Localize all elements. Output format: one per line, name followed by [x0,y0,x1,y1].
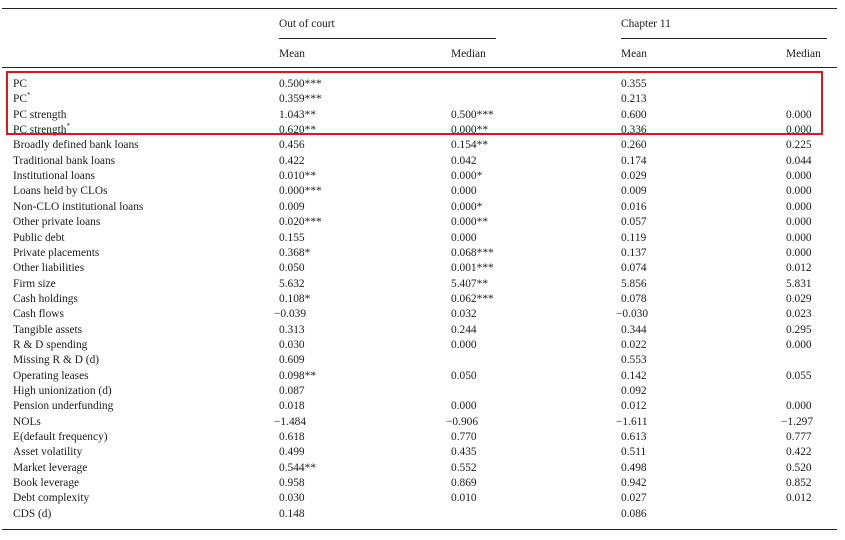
row-label [13,138,139,152]
row-label-text: Cash holdings [13,292,78,305]
cell-ch-mean: 0.029 [621,170,647,183]
cell-oc-median: 0.000* [451,200,483,213]
cell-oc-median: 0.552 [451,461,477,474]
subheader-ch-median: Median [786,48,821,60]
cell-ch-median: 5.831 [786,277,812,290]
cell-oc-median: 0.000* [451,170,483,183]
cell-oc-mean: 0.050 [279,262,305,275]
cell-ch-mean: 0.336 [621,124,647,137]
cell-oc-mean: 0.618 [279,431,305,444]
row-label [13,231,65,245]
cell-ch-median: 0.044 [786,154,812,167]
row-label-text: Non-CLO institutional loans [13,200,144,213]
row-label-superscript: * [26,91,31,100]
cell-ch-mean: 0.600 [621,108,647,121]
cell-oc-median: 0.001*** [451,262,494,275]
row-label-text: Firm size [13,277,56,290]
cell-oc-median: 0.869 [451,477,477,490]
cell-ch-median: 0.000 [786,170,812,183]
row-label-text: Tangible assets [13,323,83,336]
row-label [13,292,78,306]
row-label-text: Pension underfunding [13,400,114,413]
cell-oc-median: 0.244 [451,323,477,336]
cell-ch-median: 0.000 [786,338,812,351]
row-label-text: Broadly defined bank loans [13,139,139,152]
row-label [13,200,143,214]
cell-oc-median: 0.000** [451,124,489,137]
cell-ch-median: 0.000 [786,246,812,259]
cell-oc-mean: 0.368* [279,246,311,259]
cell-ch-mean: 0.942 [621,477,647,490]
row-label-text: Public debt [13,231,65,244]
header-bottom-rule [2,67,837,68]
row-label-text: PC [13,93,27,106]
cell-ch-mean: 0.213 [621,93,647,106]
cell-oc-mean: 0.108* [279,292,311,305]
row-label [13,338,87,352]
cell-oc-mean: 0.456 [279,139,305,152]
cell-oc-mean: 0.030 [279,338,305,351]
row-label-text: PC strength [13,108,67,121]
row-label [13,307,64,321]
cell-ch-median: −1.297 [781,415,814,428]
row-label [13,430,108,444]
row-label-text: High unionization (d) [13,385,112,397]
cell-ch-mean: 0.344 [621,323,647,336]
row-label-superscript: * [66,122,70,131]
cell-ch-mean: −1.611 [616,415,648,428]
row-label-text: Private placements [13,246,100,259]
cell-ch-mean: 0.260 [621,139,647,152]
cell-ch-median: 0.000 [786,400,812,413]
cell-oc-median: 5.407** [451,277,489,290]
cell-ch-mean: 0.613 [621,431,647,444]
row-label-text: NOLs [13,415,41,428]
row-label-text: Loans held by CLOs [13,185,108,198]
row-label-text: Debt complexity [13,492,90,505]
cell-ch-mean: 0.027 [621,492,647,505]
cell-ch-mean: 0.511 [621,446,647,459]
cell-ch-median: 0.000 [786,216,812,229]
row-label-text: R & D spending [13,338,88,351]
subheader-ch-mean: Mean [621,48,647,60]
cell-ch-mean: 0.142 [621,369,647,382]
cell-ch-median: 0.000 [786,200,812,213]
cell-oc-mean: 5.632 [279,277,305,290]
row-label-text: Other liabilities [13,262,85,275]
group-rule-out-of-court [279,38,496,39]
row-label [13,277,56,291]
cell-oc-median: 0.000 [451,231,477,244]
row-label [13,323,82,337]
cell-oc-median: 0.000 [451,338,477,351]
cell-ch-mean: 5.856 [621,277,647,290]
cell-ch-median: 0.777 [786,431,812,444]
cell-oc-mean: −0.039 [274,308,307,321]
cell-ch-mean: 0.012 [621,400,647,413]
cell-oc-mean: 0.313 [279,323,305,336]
cell-oc-mean: 0.098** [279,369,317,382]
cell-ch-median: 0.000 [786,108,812,121]
cell-ch-mean: 0.057 [621,216,647,229]
row-label [13,476,79,490]
row-label-text: CDS (d) [13,507,52,520]
group-header-chapter-11: Chapter 11 [621,18,671,30]
cell-ch-mean: 0.074 [621,262,647,275]
cell-oc-mean: 0.020*** [279,216,322,229]
row-label [13,445,82,459]
cell-ch-median: 0.000 [786,185,812,198]
row-label-text: Operating leases [13,369,89,382]
row-label-text: Asset volatility [13,446,83,459]
cell-oc-mean: 0.500*** [279,78,322,90]
row-label [13,369,89,383]
cell-oc-mean: 0.018 [279,400,305,413]
group-header-out-of-court: Out of court [279,18,335,30]
cell-oc-median: 0.042 [451,154,477,167]
cell-oc-mean: 1.043** [279,108,317,121]
row-label [13,384,112,398]
cell-oc-median: 0.770 [451,431,477,444]
row-label [13,154,115,168]
cell-oc-mean: 0.087 [279,385,305,397]
row-label-text: Cash flows [13,308,64,321]
cell-oc-mean: 0.544** [279,461,317,474]
cell-oc-median: 0.010 [451,492,477,505]
row-label [13,415,41,429]
cell-oc-mean: 0.009 [279,200,305,213]
cell-oc-mean: 0.148 [279,507,305,520]
cell-oc-median: 0.435 [451,446,477,459]
cell-oc-median: 0.032 [451,308,477,321]
cell-ch-mean: 0.086 [621,507,647,520]
cell-oc-mean: 0.359*** [279,93,322,106]
row-label-text: Institutional loans [13,170,95,183]
cell-oc-median: 0.500*** [451,108,494,121]
cell-ch-median: 0.029 [786,292,812,305]
highlight-box [6,71,823,135]
subheader-oc-median: Median [451,48,486,60]
cell-ch-median: 0.422 [786,446,812,459]
subheader-oc-mean: Mean [279,48,305,60]
cell-oc-mean: 0.499 [279,446,305,459]
cell-ch-mean: 0.174 [621,154,647,167]
row-label-text: Market leverage [13,461,88,474]
row-label-text: Other private loans [13,216,101,229]
cell-oc-mean: 0.620** [279,124,317,137]
row-label [13,461,87,475]
row-label [13,491,89,505]
row-label [13,261,84,275]
table-bottom-rule [2,529,837,530]
cell-ch-mean: 0.498 [621,461,647,474]
cell-ch-mean: 0.119 [621,231,647,244]
row-label [13,169,95,183]
cell-oc-median: 0.154** [451,139,489,152]
cell-oc-mean: 0.030 [279,492,305,505]
row-label-text: PC [13,78,27,90]
cell-ch-mean: 0.553 [621,354,647,367]
cell-ch-median: 0.012 [786,492,812,505]
cell-oc-median: 0.000 [451,400,477,413]
cell-ch-median: 0.023 [786,308,812,321]
row-label [13,184,108,198]
cell-ch-median: 0.225 [786,139,812,152]
cell-ch-median: 0.520 [786,461,812,474]
cell-oc-median: 0.062*** [451,292,494,305]
row-label-text: Missing R & D (d) [13,354,100,367]
cell-oc-mean: 0.422 [279,154,305,167]
row-label-text: Traditional bank loans [13,154,116,167]
cell-ch-mean: 0.022 [621,338,647,351]
cell-ch-mean: 0.078 [621,292,647,305]
row-label [13,215,100,229]
cell-oc-mean: 0.609 [279,354,305,367]
row-label-text: E(default frequency) [13,431,108,444]
cell-ch-mean: 0.355 [621,78,647,90]
row-label-text: Book leverage [13,477,80,490]
cell-ch-median: 0.012 [786,262,812,275]
cell-ch-mean: −0.030 [616,308,649,321]
cell-ch-mean: 0.009 [621,185,647,198]
cell-oc-median: 0.000 [451,185,477,198]
table-top-rule [2,8,837,9]
cell-ch-mean: 0.137 [621,246,647,259]
cell-oc-median: 0.068*** [451,246,494,259]
cell-oc-median: −0.906 [446,415,479,428]
row-label [13,246,99,260]
cell-ch-median: 0.055 [786,369,812,382]
cell-oc-mean: 0.155 [279,231,305,244]
cell-ch-median: 0.000 [786,124,812,137]
row-label [13,399,113,413]
cell-ch-mean: 0.092 [621,385,647,397]
row-label [13,507,51,521]
cell-oc-mean: −1.484 [274,415,307,428]
cell-ch-median: 0.852 [786,477,812,490]
cell-oc-mean: 0.000*** [279,185,322,198]
cell-ch-median: 0.295 [786,323,812,336]
cell-oc-mean: 0.958 [279,477,305,490]
cell-oc-median: 0.000** [451,216,489,229]
cell-ch-mean: 0.016 [621,200,647,213]
cell-oc-mean: 0.010** [279,170,317,183]
group-rule-chapter-11 [621,38,827,39]
cell-ch-median: 0.000 [786,231,812,244]
row-label-text: PC strength [13,124,67,137]
row-label [13,353,99,367]
cell-oc-median: 0.050 [451,369,477,382]
